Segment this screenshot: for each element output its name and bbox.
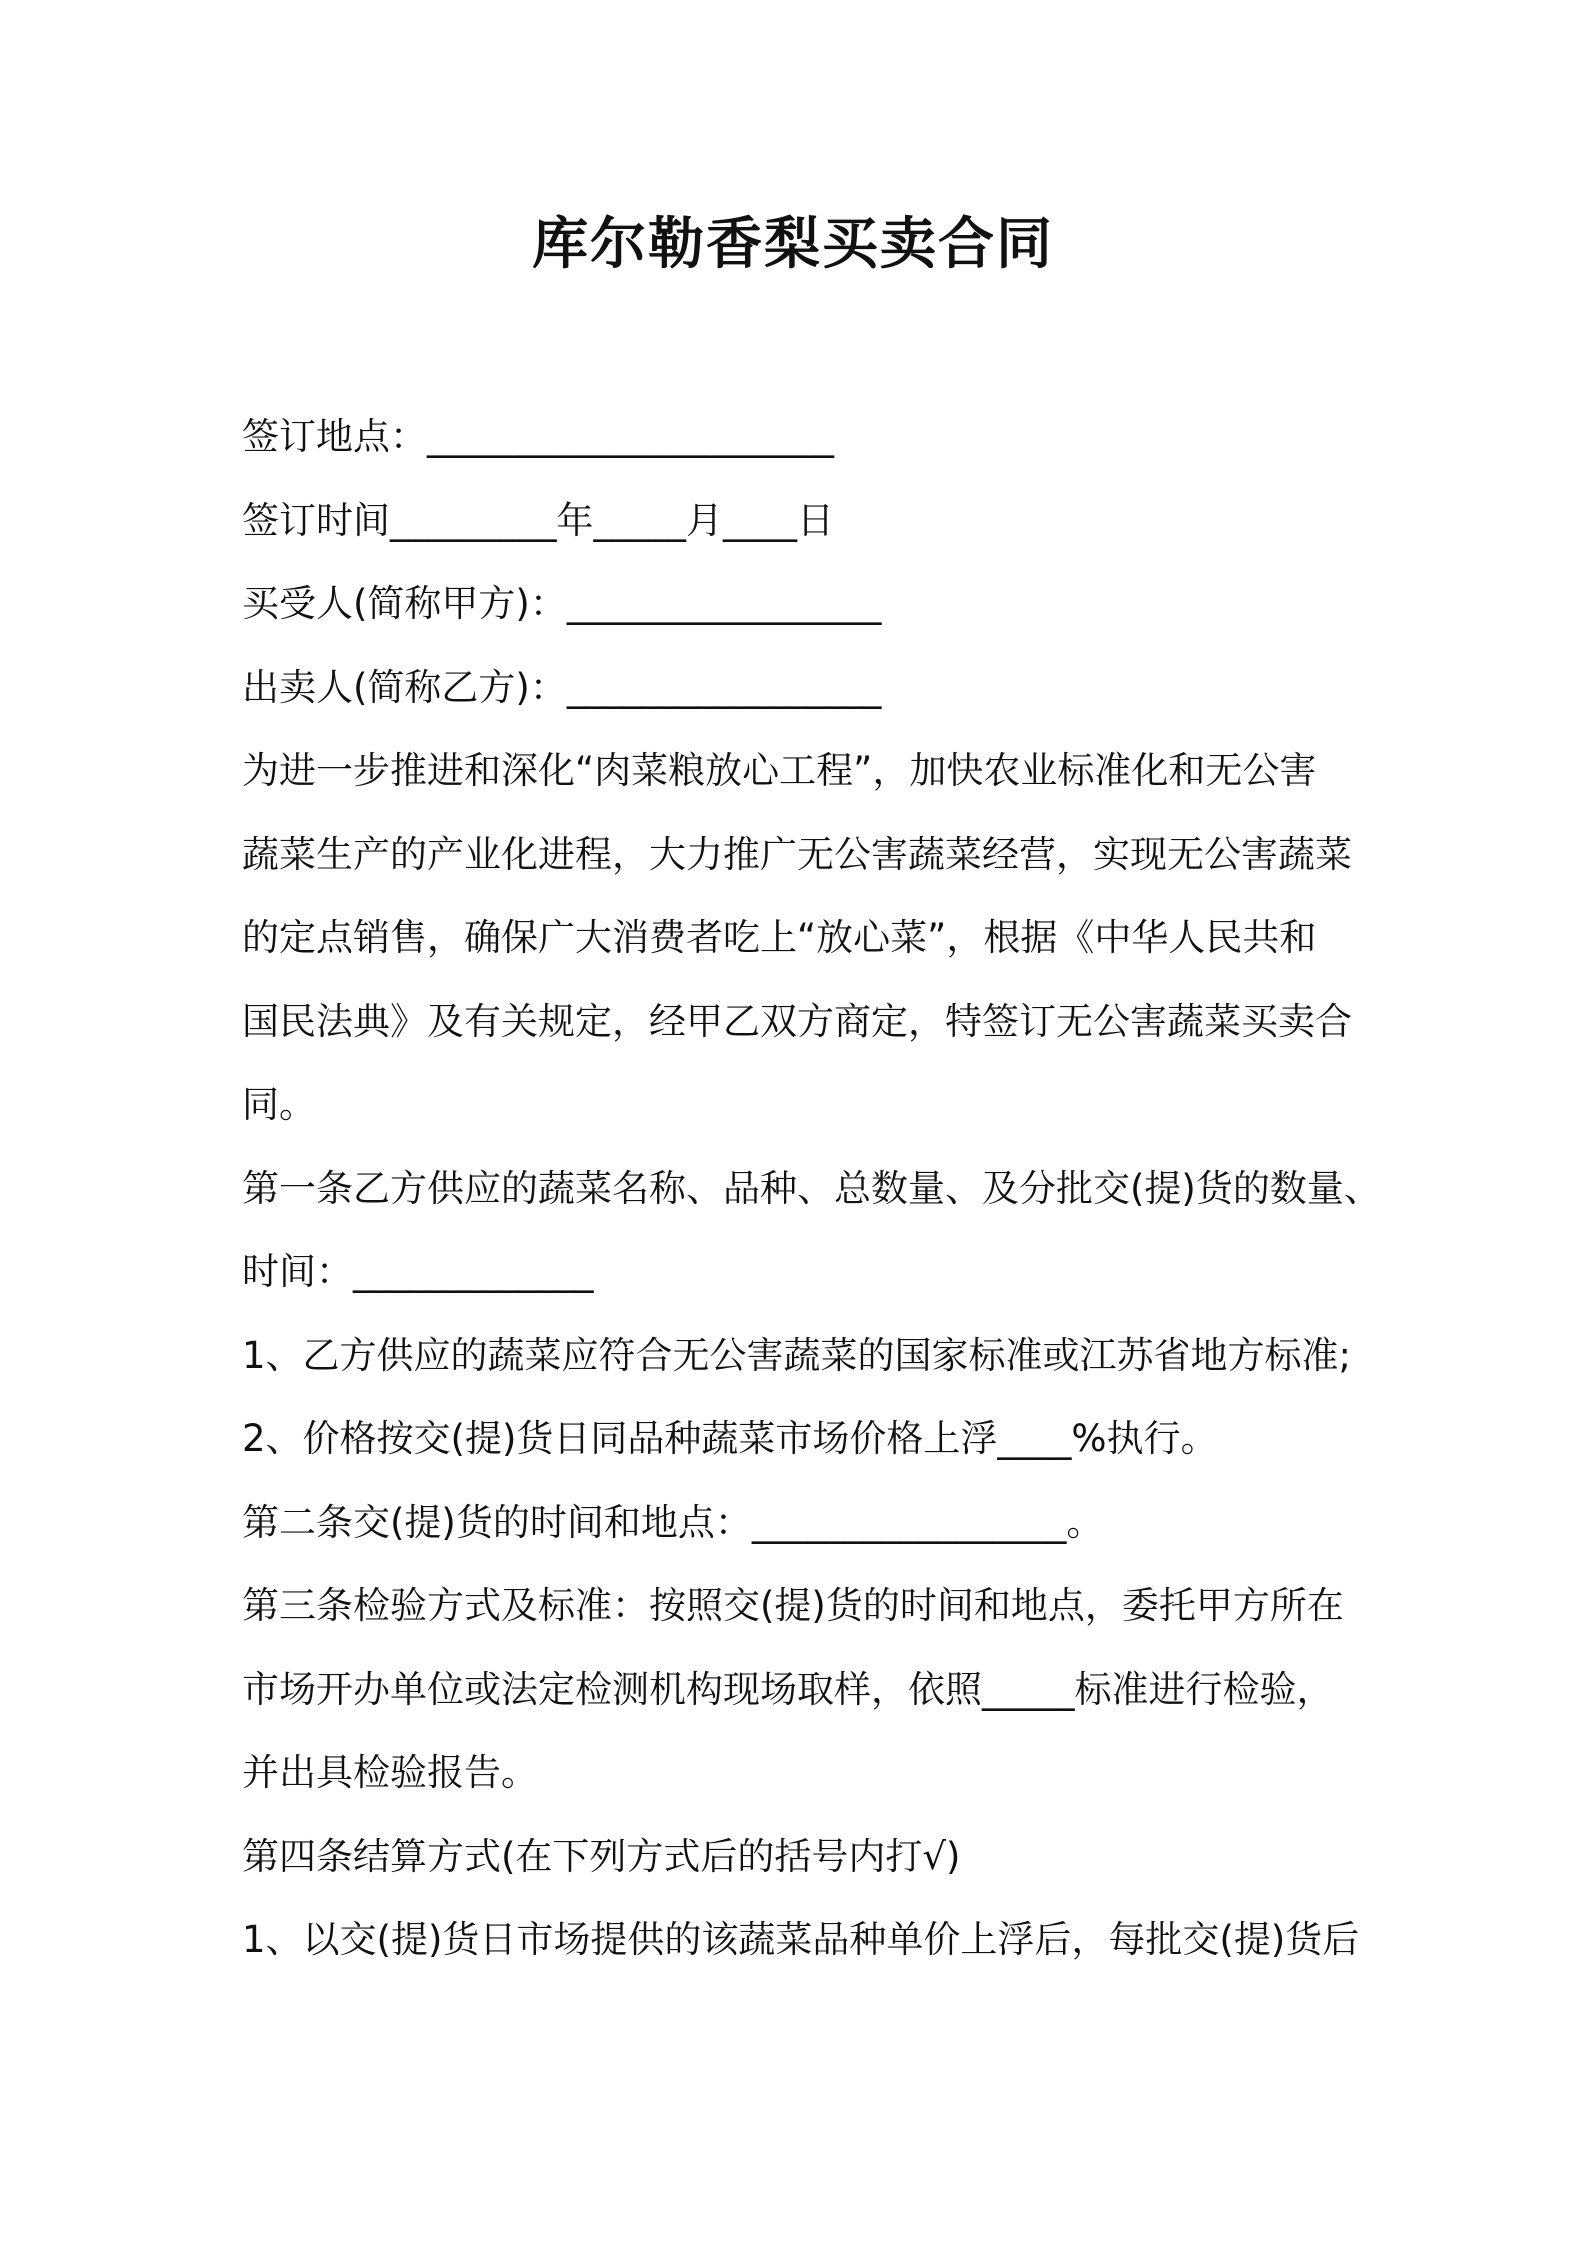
signing-date-line: 签订时间_________年_____月____日 [242, 498, 834, 542]
article-1-item-line: 1、乙方供应的蔬菜应符合无公害蔬菜的国家标准或江苏省地方标准; [242, 1333, 1352, 1377]
article-1-line: 第一条乙方供应的蔬菜名称、品种、总数量、及分批交(提)货的数量、 [242, 1166, 1381, 1210]
article-1-item-line: 2、价格按交(提)货日同品种蔬菜市场价格上浮____%执行。 [242, 1417, 1218, 1460]
document-body [242, 395, 1381, 1982]
article-4-line: 第四条结算方式(在下列方式后的括号内打√) [242, 1834, 961, 1878]
article-1-line: 时间：_____________ [242, 1250, 594, 1293]
preamble-line: 为进一步推进和深化“肉菜粮放心工程”，加快农业标准化和无公害 [242, 749, 1317, 792]
preamble-line: 国民法典》及有关规定，经甲乙双方商定，特签订无公害蔬菜买卖合 [242, 999, 1352, 1043]
seller-line: 出卖人(简称乙方)：_________________ [242, 665, 882, 709]
buyer-line: 买受人(简称甲方)：_________________ [242, 582, 882, 625]
signing-location-line: 签订地点：______________________ [242, 415, 834, 458]
article-3-line: 第三条检验方式及标准：按照交(提)货的时间和地点，委托甲方所在 [242, 1584, 1344, 1627]
article-2-line: 第二条交(提)货的时间和地点：_________________。 [242, 1500, 1104, 1544]
article-3-line: 并出具检验报告。 [242, 1751, 538, 1794]
article-3-line: 市场开办单位或法定检测机构现场取样，依照_____标准进行检验， [242, 1667, 1334, 1711]
preamble-line: 同。 [242, 1083, 316, 1126]
preamble-line: 的定点销售，确保广大消费者吃上“放心菜”，根据《中华人民共和 [242, 916, 1317, 959]
article-4-item-line: 1、以交(提)货日市场提供的该蔬菜品种单价上浮后，每批交(提)货后 [242, 1918, 1360, 1961]
preamble-line: 蔬菜生产的产业化进程，大力推广无公害蔬菜经营，实现无公害蔬菜 [242, 832, 1352, 876]
document-title: 库尔勒香梨买卖合同 [532, 212, 1054, 277]
